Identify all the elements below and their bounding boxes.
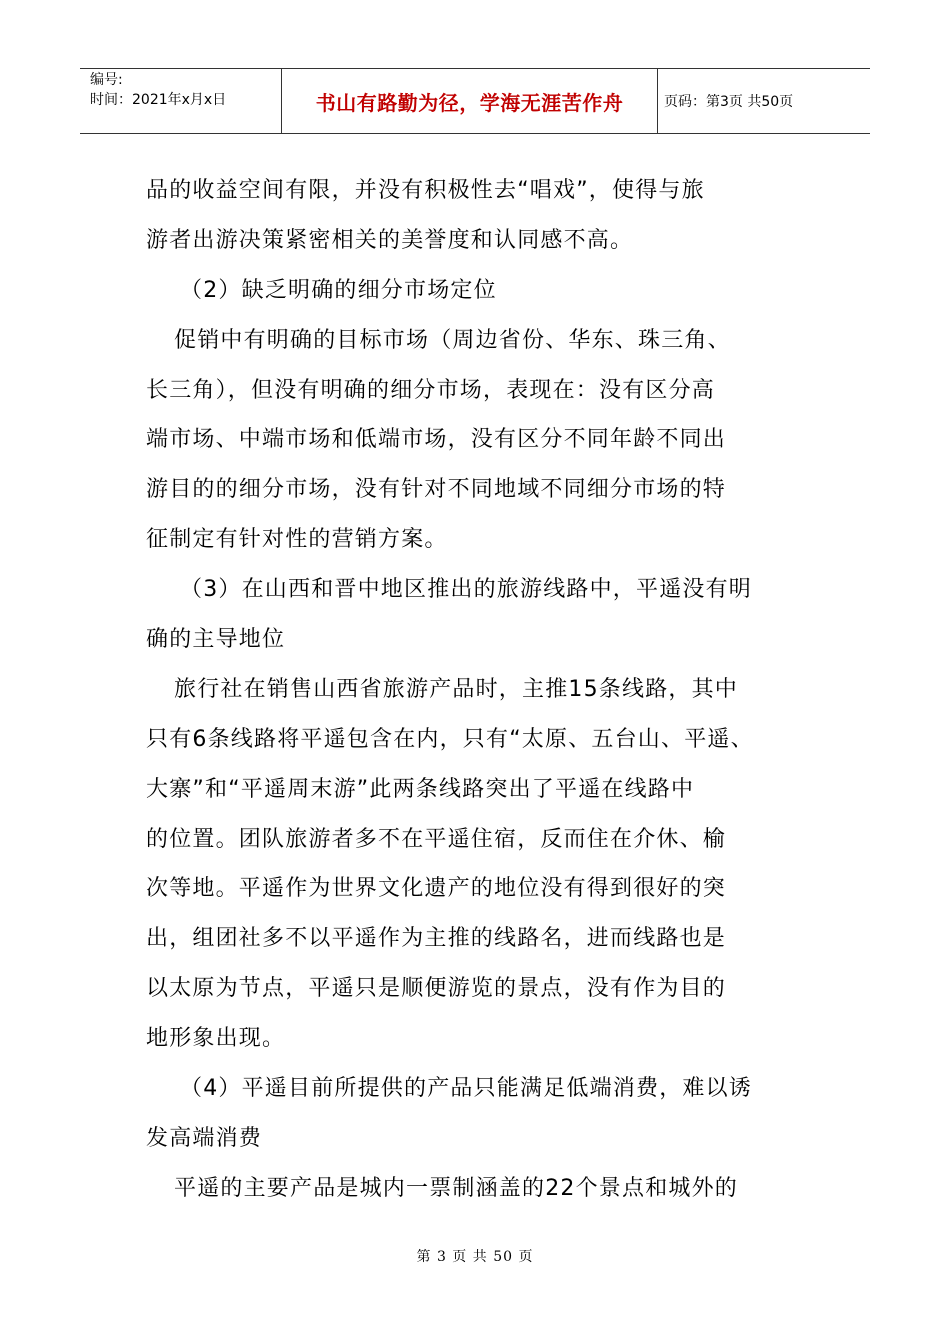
body-line: 征制定有针对性的营销方案。 <box>146 527 448 553</box>
header-meta-cell <box>80 69 282 133</box>
header-motto: 书山有路勤为径，学海无涯苦作舟 <box>315 90 624 115</box>
header-page-cell <box>658 69 870 133</box>
body-line: 游目的的细分市场，没有针对不同地域不同细分市场的特 <box>146 477 727 503</box>
body-line: 出，组团社多不以平遥作为主推的线路名，进而线路也是 <box>146 926 727 952</box>
header-motto-cell <box>282 69 658 133</box>
body-line: 的位置。团队旅游者多不在平遥住宿，反而住在介休、榆 <box>146 826 727 852</box>
body-line: 旅行社在销售山西省旅游产品时，主推15条线路，其中 <box>174 676 738 702</box>
section-heading: （2）缺乏明确的细分市场定位 <box>180 277 497 303</box>
section-heading: （3）在山西和晋中地区推出的旅游线路中，平遥没有明 <box>180 577 752 603</box>
header-page-code: 页码：第3页 共50页 <box>664 94 794 110</box>
section-heading-continuation: 发高端消费 <box>146 1125 263 1151</box>
body-line: 平遥的主要产品是城内一票制涵盖的22个景点和城外的 <box>174 1175 738 1201</box>
page-footer: 第 3 页 共 50 页 <box>416 1249 534 1265</box>
page-header <box>80 68 870 134</box>
body-line: 长三角），但没有明确的细分市场，表现在：没有区分高 <box>146 377 716 403</box>
body-line: 游者出游决策紧密相关的美誉度和认同感不高。 <box>146 227 634 253</box>
body-line: 端市场、中端市场和低端市场，没有区分不同年龄不同出 <box>146 427 727 453</box>
section-heading: （4）平遥目前所提供的产品只能满足低端消费，难以诱 <box>180 1076 752 1102</box>
body-line: 促销中有明确的目标市场（周边省份、华东、珠三角、 <box>174 327 731 353</box>
body-line: 地形象出现。 <box>146 1026 286 1052</box>
document-time-label: 时间：2021年x月x日 <box>90 92 227 108</box>
body-line: 次等地。平遥作为世界文化遗产的地位没有得到很好的突 <box>146 876 727 902</box>
body-line: 大寨”和“平遥周末游”此两条线路突出了平遥在线路中 <box>146 776 695 802</box>
body-text <box>146 166 846 1214</box>
body-line: 只有6条线路将平遥包含在内，只有“太原、五台山、平遥、 <box>146 726 754 752</box>
body-line: 以太原为节点，平遥只是顺便游览的景点，没有作为目的 <box>146 976 727 1002</box>
body-line: 品的收益空间有限，并没有积极性去“唱戏”，使得与旅 <box>146 178 705 203</box>
document-number-label: 编号: <box>90 72 123 88</box>
section-heading-continuation: 确的主导地位 <box>146 627 286 653</box>
